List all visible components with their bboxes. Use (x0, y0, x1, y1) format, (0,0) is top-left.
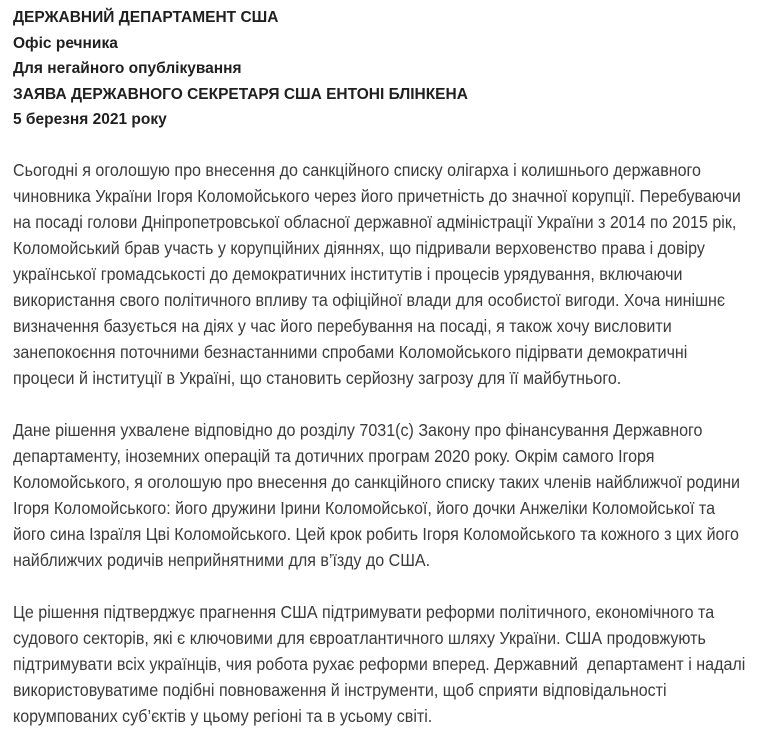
statement-title: ЗАЯВА ДЕРЖАВНОГО СЕКРЕТАРЯ США ЕНТОНІ БЛІНКЕНА (13, 85, 468, 103)
document-header (13, 5, 777, 133)
department-name: ДЕРЖАВНИЙ ДЕПАРТАМЕНТ США (13, 9, 279, 26)
paragraph-sanction-announcement: Сьогодні я оголошую про внесення до санкційного списку олігарха і колишнього державного чиновника України Ігоря Коломойського через його причетність до значної корупції. Перебуваючи на посаді голови Дніпропетровської обласної державної адміністрації України з 2014 по 2015 рік, Коломойський брав участь у корупційних діяннях, що підривали верховенство права і довіру української громадськості до демократичних інститутів і процесів урядування, включаючи використання свого політичного впливу та офіційної влади для особистої вигоди. Хоча нинішнє визначення базується на діях у час його перебування на посаді, я також хочу висловити занепокоєння поточними безнастанними спробами Коломойського підірвати демократичні процеси й інституції в Україні, що становить серйозну загрозу для її майбутнього. (13, 159, 746, 388)
release-notice-line: Для негайного опублікування (13, 60, 242, 77)
date-line: 5 березня 2021 року (13, 111, 167, 128)
paragraph-reform-commitment: Це рішення підтверджує прагнення США підтримувати реформи політичного, економічного та судового секторів, які є ключовими для євроатлантичного шляху України. США продовжують підтримувати всіх українців, чия робота рухає реформи вперед. Державний департамент і надалі використовуватиме подібні повноваження й інструменти, щоб сприяти відповідальності корумпованих суб’єктів у цьому регіоні та в усьому світі. (13, 601, 750, 726)
document-body (13, 157, 750, 729)
office-line: Офіс речника (13, 34, 118, 52)
paragraph-legal-basis-family: Дане рішення ухвалене відповідно до розділу 7031(c) Закону про фінансування Державного департаменту, іноземних операцій та дотичних програм 2020 року. Окрім самого Ігоря Коломойського, я оголошую про внесення до санкційного списку таких членів найближчої родини Ігоря Коломойського: його дружини Ірини Коломойської, його дочки Анжеліки Коломойської та його сина Ізраїля Цві Коломойського. Цей крок робить Ігоря Коломойського та кожного з цих його найближчих родичів неприйнятними для в’їзду до США. (13, 419, 745, 570)
